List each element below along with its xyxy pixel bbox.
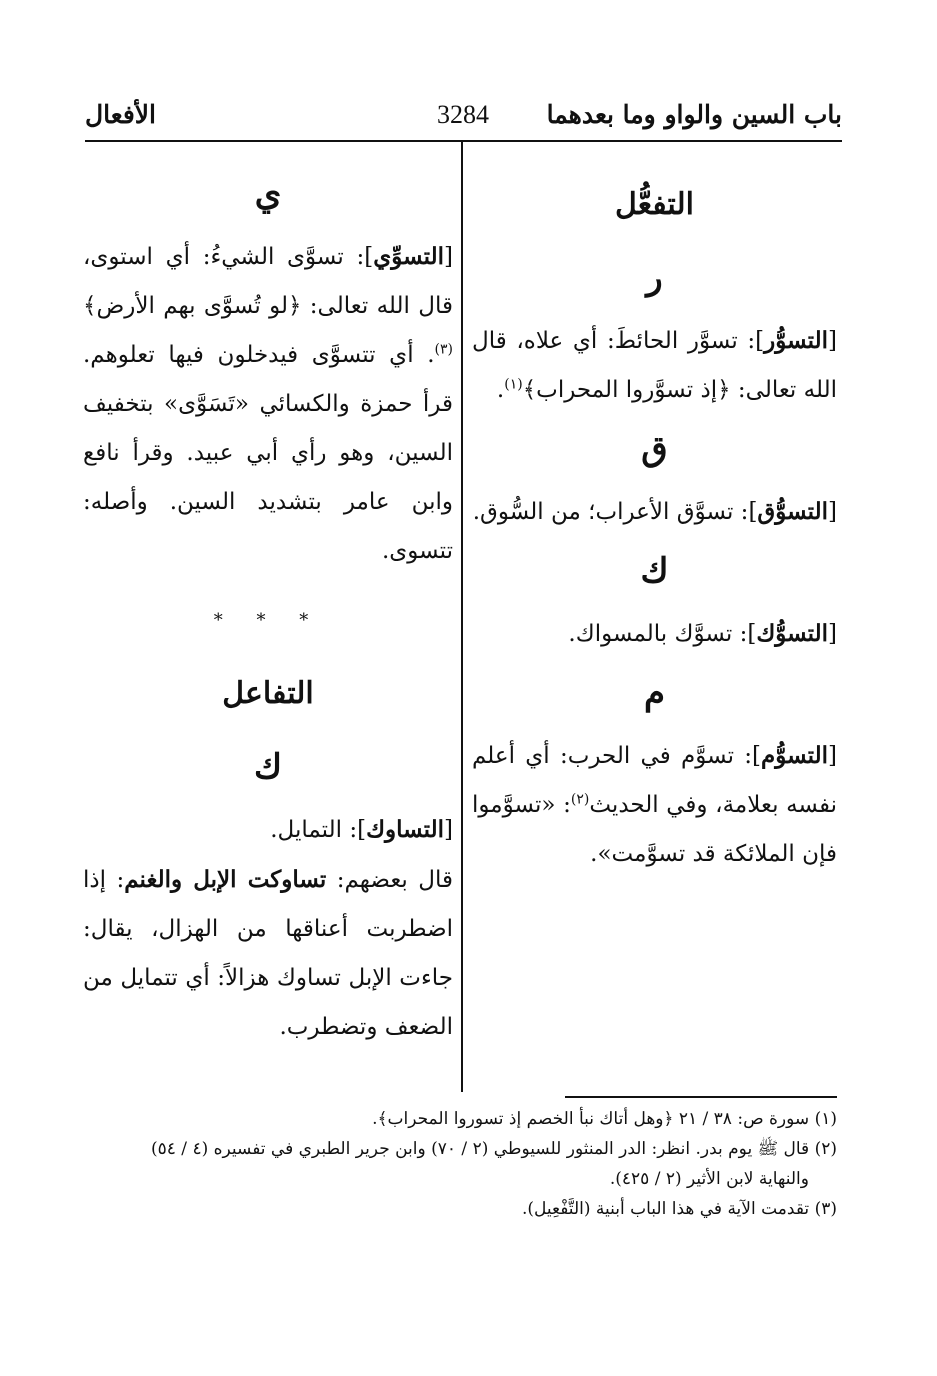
footnotes [85, 1104, 837, 1224]
letter-heading-kaf: ك [253, 747, 283, 787]
headword: التسوُّق [757, 498, 829, 525]
quote-suffix: : إذا اضطربت أعناقها من الهزال، يقال: جاءت الإبل تساوك هزالاً: أي تتمايل من الضعف وتضطرب. [83, 867, 453, 1040]
entry-tasawwuq: [التسوُّق]: تسوَّق الأعراب؛ من السُّوق. [472, 498, 837, 525]
letter-heading-ra: ر [646, 258, 663, 298]
entry-tasawwuk: [التسوُّك]: تسوَّك بالمسواك. [568, 620, 837, 647]
header-rule [85, 140, 842, 142]
quote-bold: تساوكت الإبل والغنم [124, 866, 327, 893]
headword: التسوُّر [764, 327, 829, 354]
quote-prefix: قال بعضهم: [326, 867, 453, 893]
letter-heading-qaf: ق [641, 429, 668, 469]
entry-text: : تسوَّم في الحرب: أي أعلم نفسه بعلامة، وفي الحديث [472, 743, 837, 818]
letter-heading-mim: م [643, 673, 666, 713]
right-column [472, 160, 837, 879]
footnote-ref[interactable]: (٣) [434, 341, 453, 358]
letter-heading-kaf: ك [640, 551, 669, 591]
entry-tail: . [496, 377, 505, 403]
running-header-chapter: باب السين والواو وما بعدهما [546, 100, 842, 129]
entry-text: : تسوَّك بالمسواك. [568, 621, 748, 647]
entry-text-continued: . أي تتسوَّى فيدخلون فيها تعلوهم. قرأ حمزة والكسائي «تَسَوَّى» بتخفيف السين، وهو رأي أبي عبيد. وقرأ نافع وابن عامر بتشديد السين. وأصله: تتسوى. [83, 342, 453, 564]
entry-text: : تسوَّر الحائطَ: أي علاه، قال الله تعالى: ﴿إذ تسوَّروا المحراب﴾ [472, 328, 837, 403]
footnote-3: (٣) تقدمت الآية في هذا الباب أبنية (التَّفْعِيل). [521, 1199, 837, 1219]
entry-tail: : «تسوَّموا فإن الملائكة قد تسوَّمت». [472, 792, 837, 867]
entry-tasawuk: [التساوك]: التمايل. [270, 816, 453, 843]
entry-tasawwi: [التسوِّي]: تسوَّى الشيءُ: أي استوى، قال الله تعالى: ﴿لو تُسوَّى بهم الأرض﴾$^{(٣)}$. أي تتسوَّى فيدخلون فيها تعلوهم. قرأ حمزة والكسائي «تَسَوَّى» بتخفيف السين، وهو رأي أبي عبيد. وقرأ نافع وابن عامر بتشديد السين. وأصله: تتسوى. [83, 243, 453, 564]
entry-text: : التمايل. [270, 817, 358, 843]
letter-heading-ya: ي [254, 174, 282, 214]
footnote-rule [565, 1096, 837, 1098]
page-number: 3284 [437, 100, 489, 129]
entry-tasawwum: [التسوُّم]: تسوَّم في الحرب: أي أعلم نفسه بعلامة، وفي الحديث$^{(٢)}$: «تسوَّموا فإن الملائكة قد تسوَّمت». [472, 742, 837, 867]
footnote-ref[interactable]: (١) [504, 376, 523, 393]
footnote-2: (٢) قال ﷺ يوم بدر. انظر: الدر المنثور للسيوطي (٢ / ٧٠) وابن جرير الطبري في تفسيره (٤ / ٥٤) [150, 1139, 837, 1159]
column-divider [461, 142, 463, 1092]
headword: التساوك [366, 816, 445, 843]
left-column [83, 160, 453, 1052]
running-header-section: الأفعال [85, 100, 156, 129]
section-separator-stars: * * * [213, 610, 323, 631]
section-title-tafaul: التفعُّل [615, 187, 694, 222]
section-title-tafaaul: التفاعل [222, 676, 314, 711]
footnote-ref[interactable]: (٢) [570, 791, 590, 808]
headword: التسوِّي [373, 243, 445, 270]
headword: التسوُّم [761, 742, 829, 769]
footnote-2-continued: والنهاية لابن الأثير (٢ / ٤٢٥). [609, 1169, 809, 1189]
entry-tasawwur: [التسوُّر]: تسوَّر الحائطَ: أي علاه، قال الله تعالى: ﴿إذ تسوَّروا المحراب﴾$^{(١)}$. [472, 327, 837, 403]
entry-text: : تسوَّى الشيءُ: أي استوى، قال الله تعالى: ﴿لو تُسوَّى بهم الأرض﴾ [83, 244, 453, 319]
entry-quote [83, 855, 453, 1052]
entry-text: : تسوَّق الأعراب؛ من السُّوق. [472, 499, 749, 525]
headword: التسوُّك [756, 620, 829, 647]
footnote-1: (١) سورة ص: ٣٨ / ٢١ ﴿وهل أتاك نبأ الخصم إذ تسوروا المحراب﴾. [372, 1109, 837, 1129]
